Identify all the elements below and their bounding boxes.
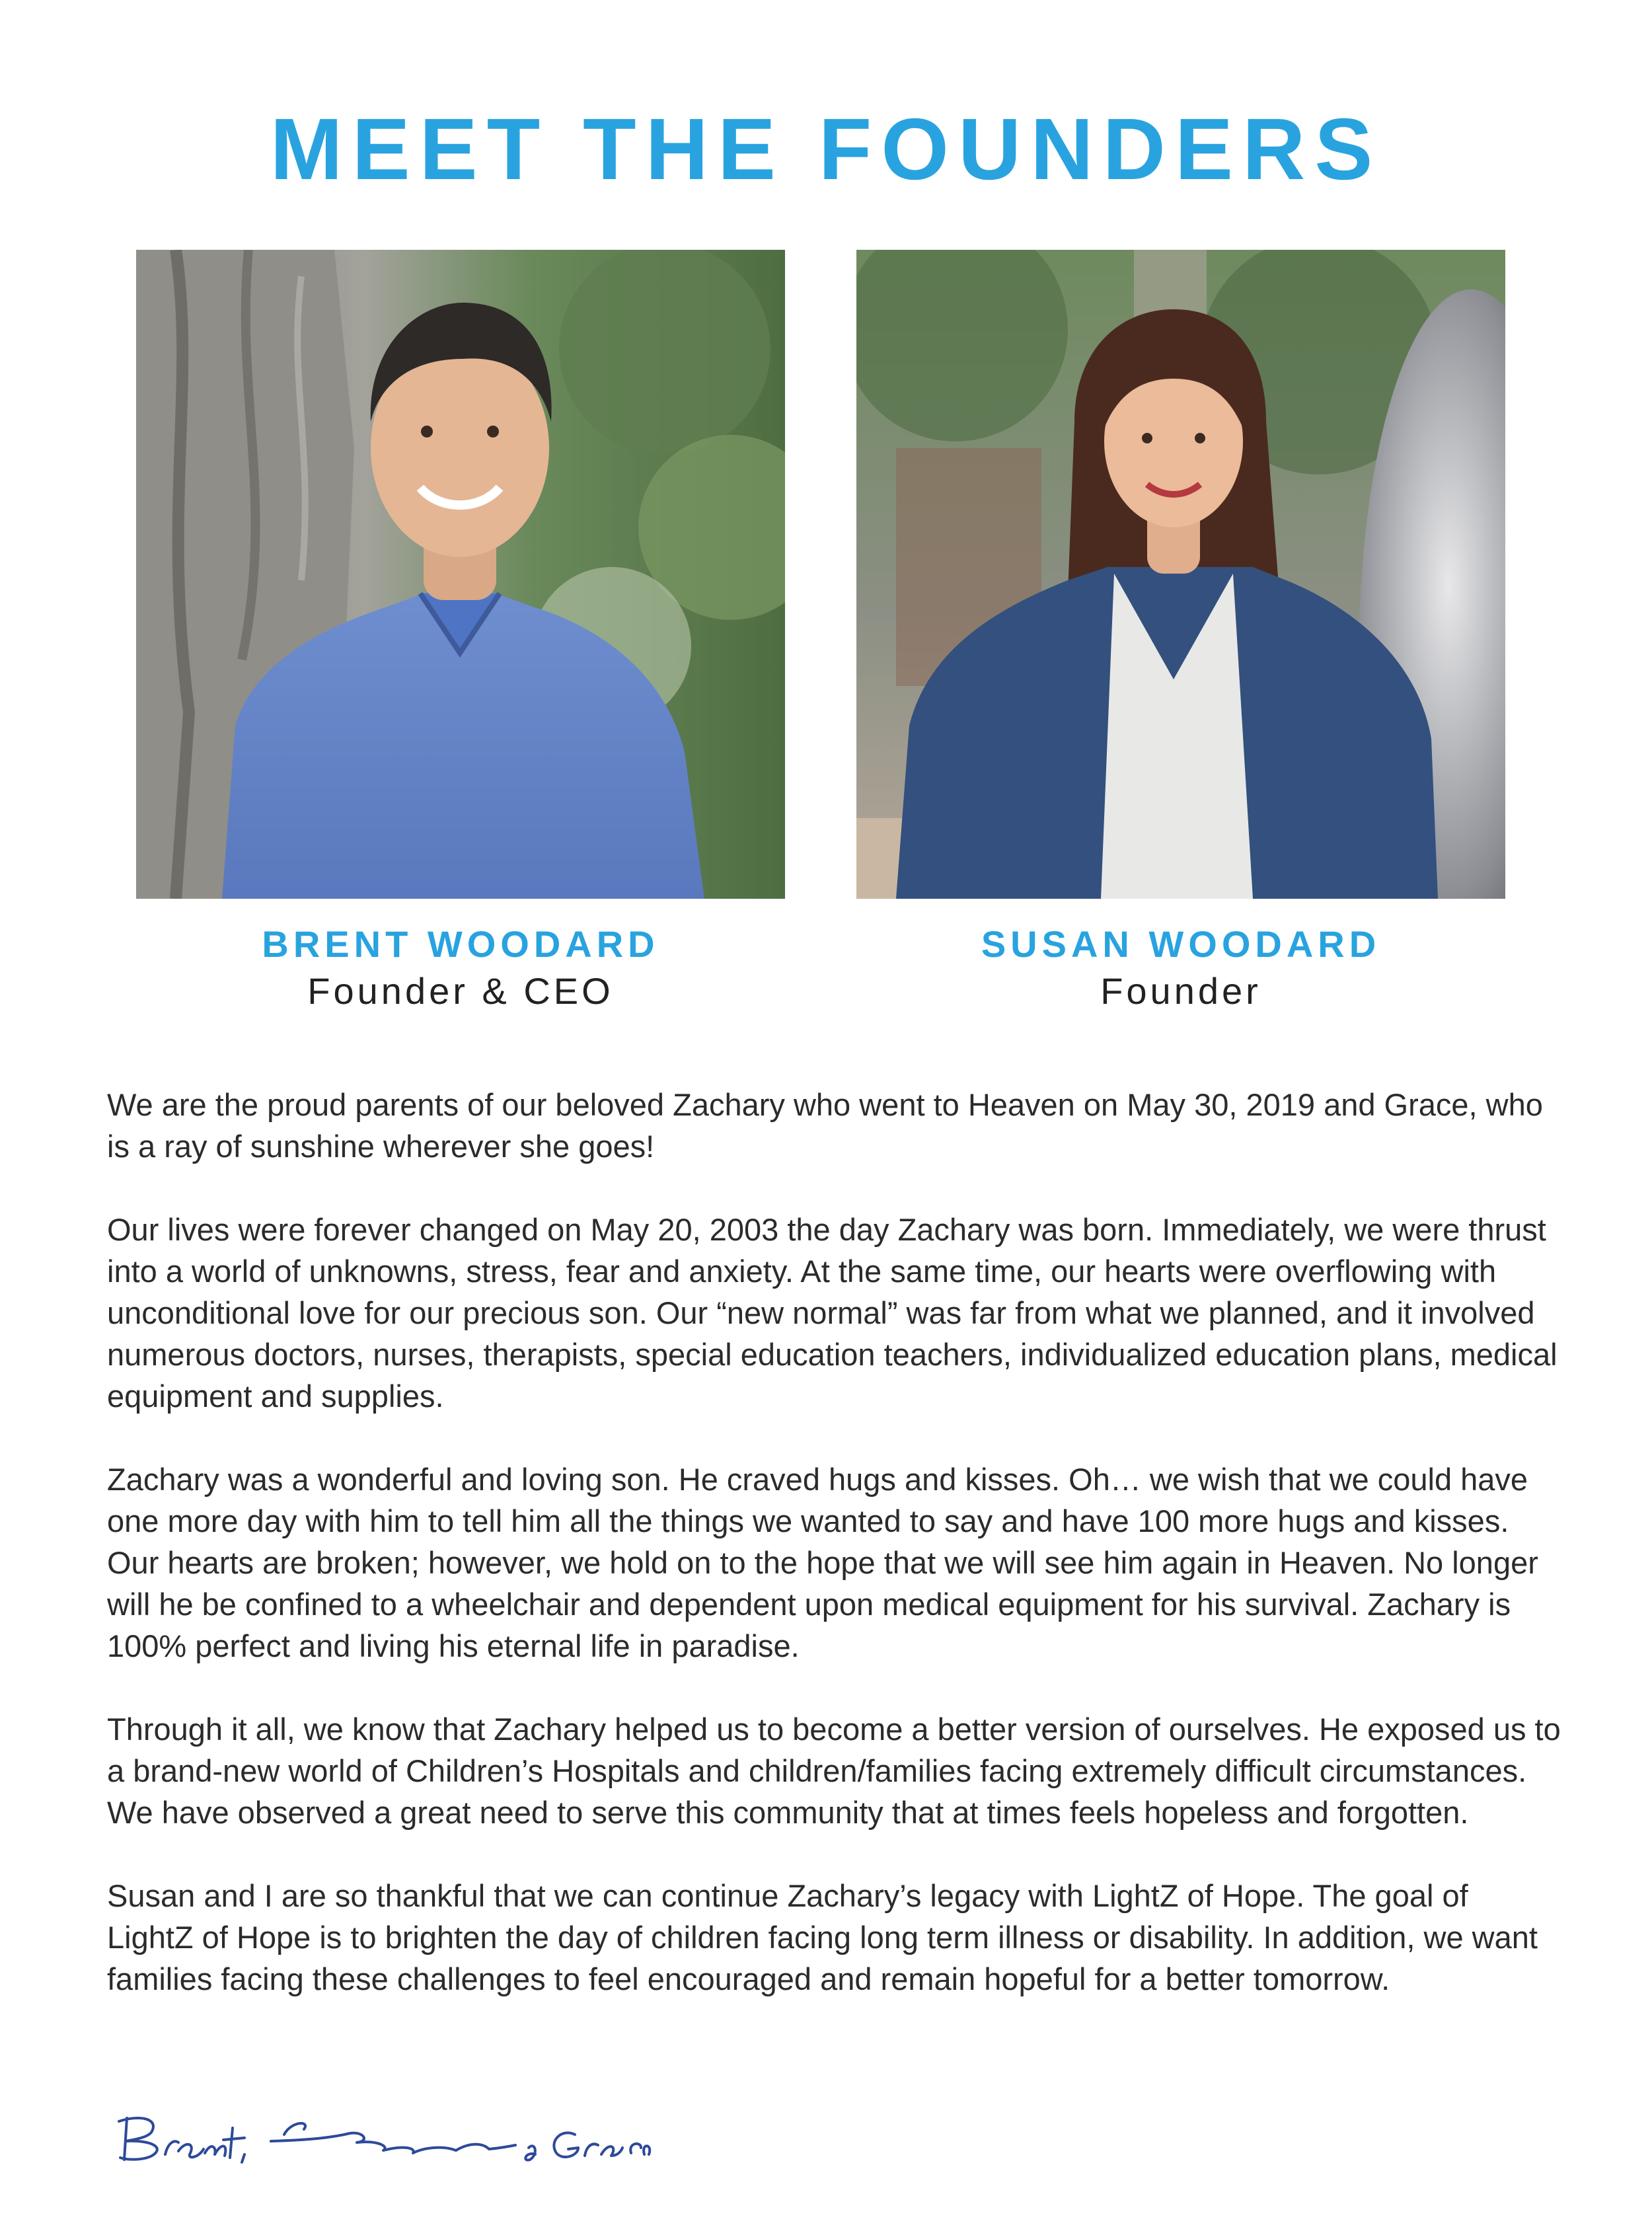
portrait-photo-icon [856,250,1505,899]
letter-paragraph: We are the proud parents of our beloved Zachary who went to Heaven on May 30, 2019 and Grace, who is a ray of sunshine wherever she goes! [107,1087,1543,1164]
page-title: MEET THE FOUNDERS [270,100,1382,198]
founder-caption-susan [856,922,1505,1016]
letter-paragraph: Zachary was a wonderful and loving son. He craved hugs and kisses. Oh… we wish that we could have one more day with him to tell him all the things we wanted to say and have 100 more hugs and kisses. Our hearts are broken; however, we hold on to the hope that we will see him again in Heaven. No longer will he be confined to a wheelchair and dependent upon medical equipment for his survival. Zachary is 100% perfect and living his eternal life in paradise. [107,1462,1538,1663]
letter-paragraph: Susan and I are so thankful that we can continue Zachary’s legacy with LightZ of Hope. The goal of LightZ of Hope is to brighten the day of children facing long term illness or disability. In addition, we want families facing these challenges to feel encouraged and remain hopeful for a better tomorrow. [107,1878,1538,1996]
founder-role: Founder & CEO [307,970,614,1012]
founder-photo-brent [136,250,785,899]
founder-caption-brent [136,922,785,1016]
founder-photo-susan [856,250,1505,899]
founder-name: BRENT WOODARD [262,923,659,965]
founder-role: Founder [1100,970,1261,1012]
founders-letter [107,1084,1561,2041]
letter-paragraph: Through it all, we know that Zachary helped us to become a better version of ourselves. He exposed us to a brand-new world of Children’s Hospitals and children/families facing extremely difficult circumstances. We have observed a great need to serve this community that at times feels hopeless and forgotten. [107,1712,1561,1830]
handwritten-signature [112,2102,654,2174]
founder-name: SUSAN WOODARD [981,923,1381,965]
signature-icon [112,2102,654,2174]
portrait-photo-icon [136,250,785,899]
letter-paragraph: Our lives were forever changed on May 20, 2003 the day Zachary was born. Immediately, we were thrust into a world of unknowns, stress, fear and anxiety. At the same time, our hearts were overflowing with unconditional love for our precious son. Our “new normal” was far from what we planned, and it involved numerous doctors, nurses, therapists, special education teachers, individualized education plans, medical equipment and supplies. [107,1212,1558,1414]
